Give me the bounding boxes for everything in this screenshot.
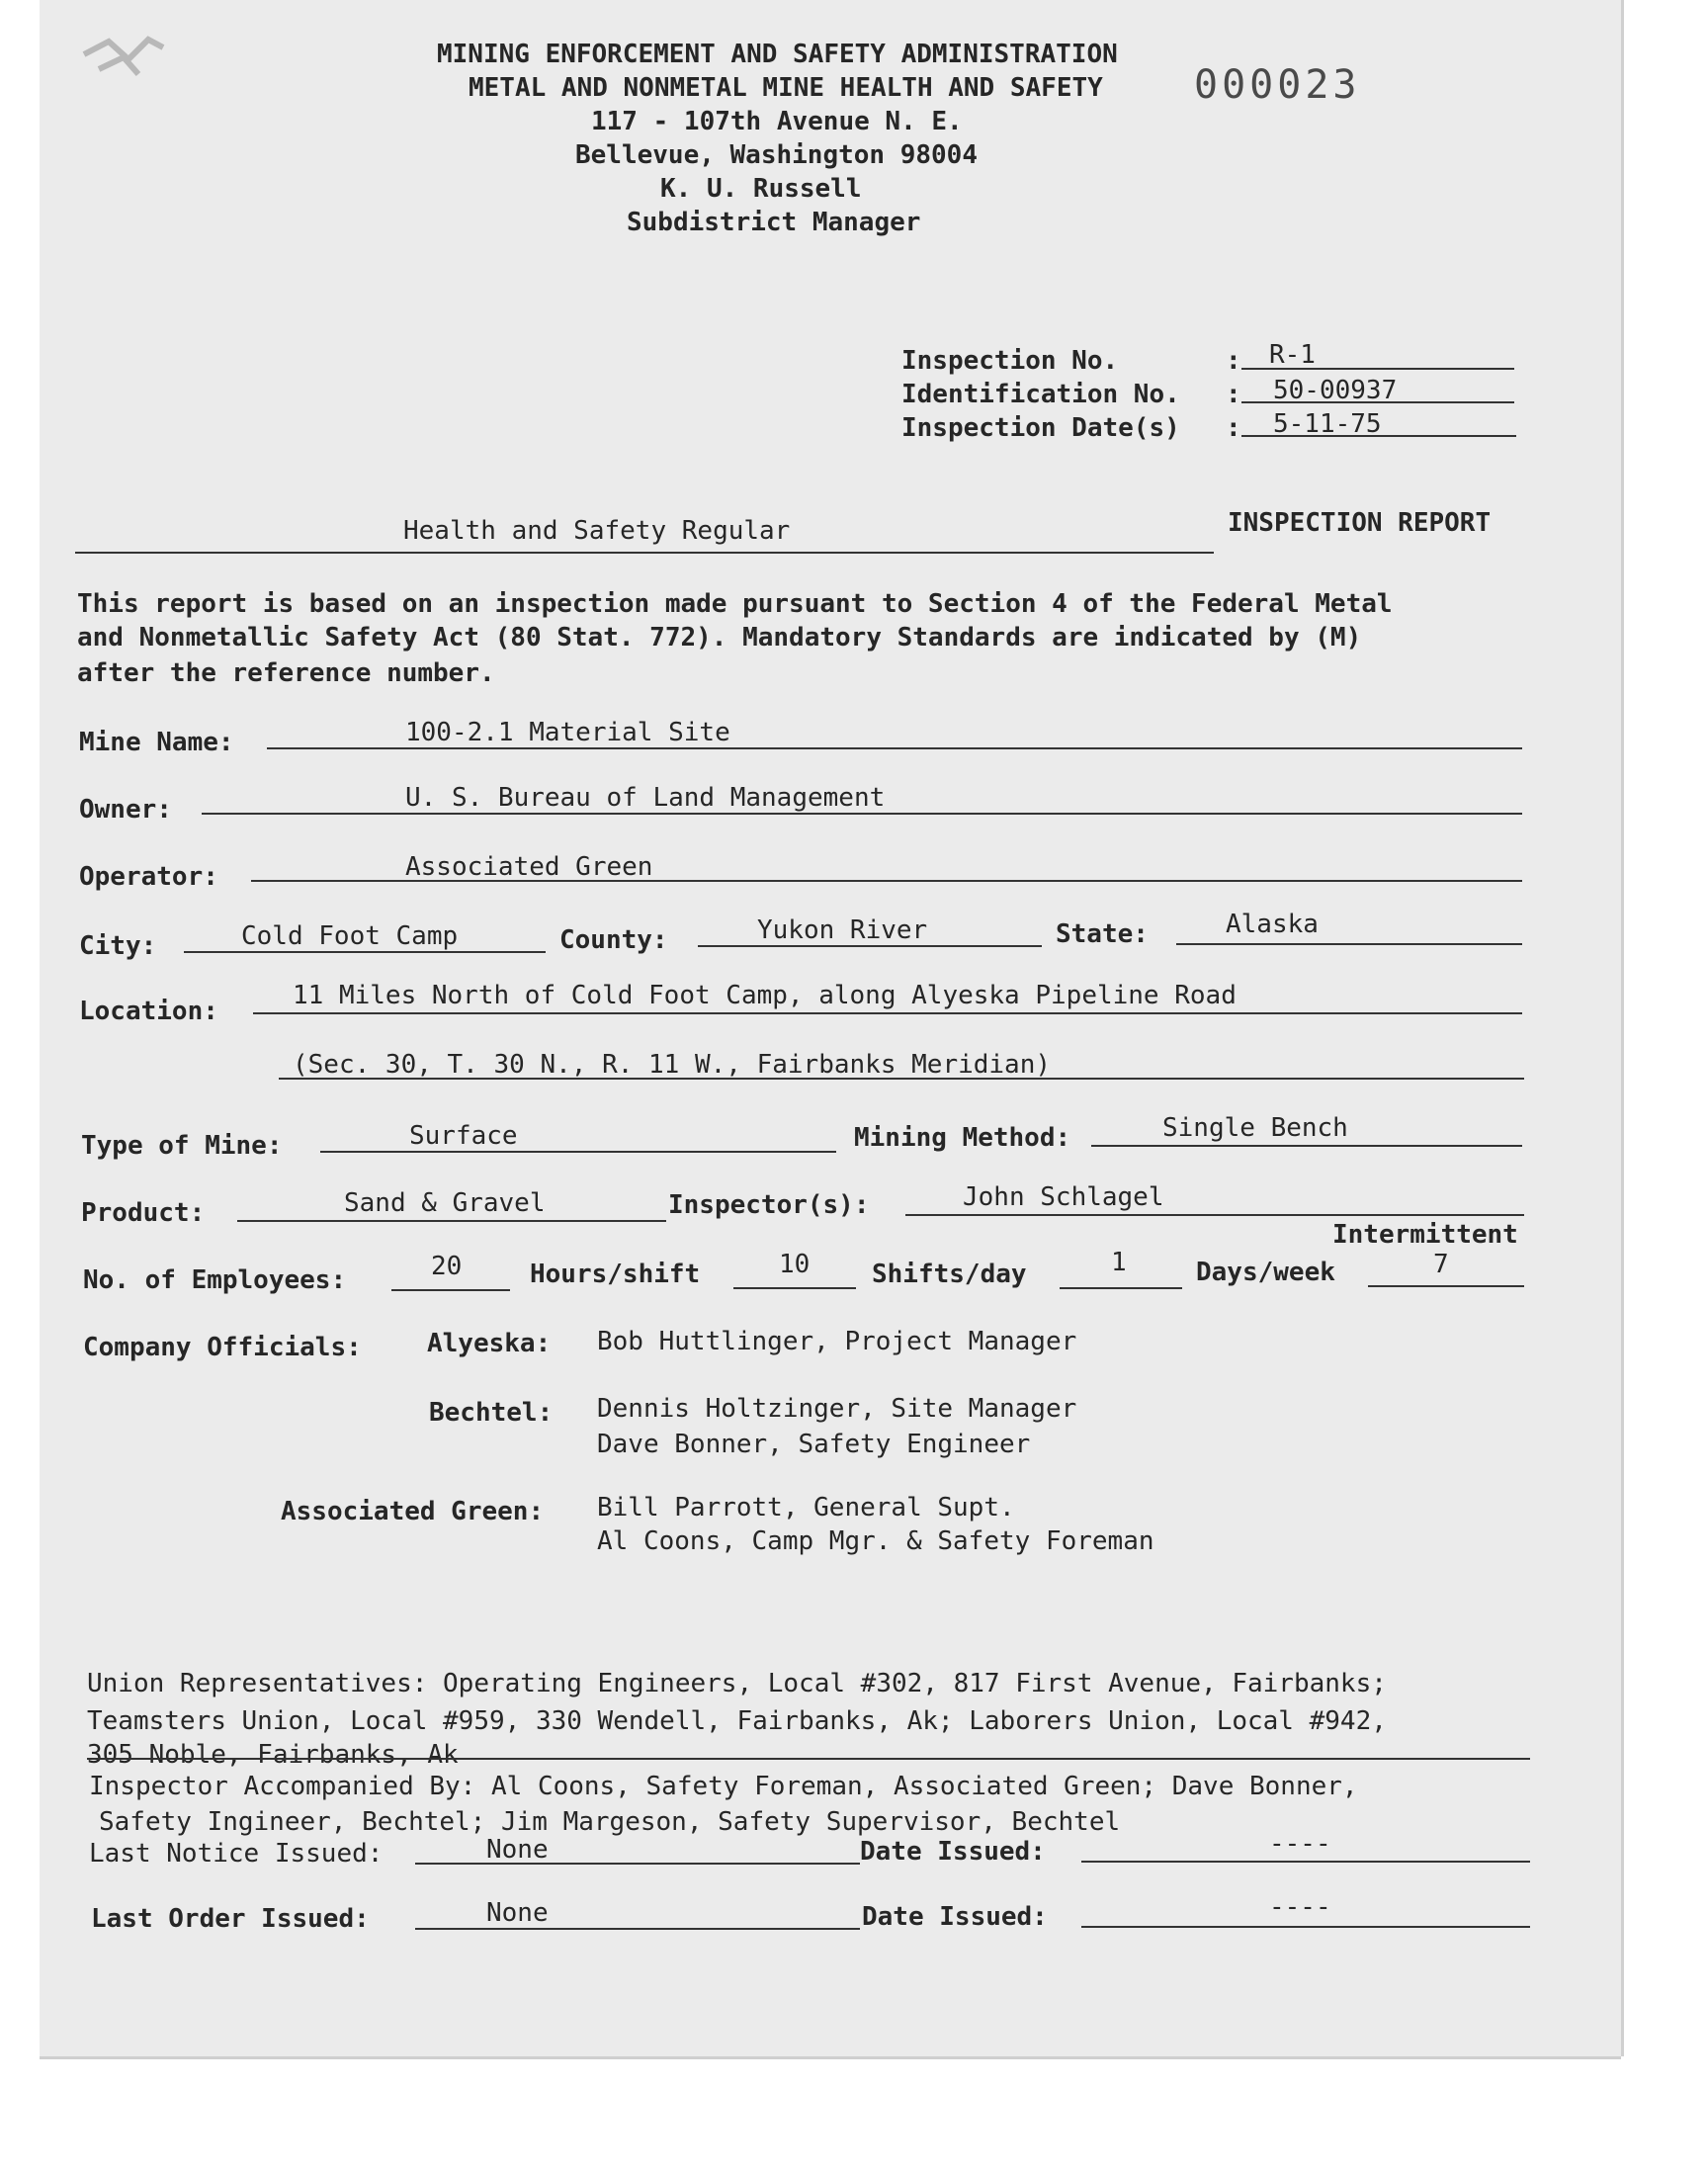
type-of-mine-label: Type of Mine: <box>81 1131 283 1161</box>
mining-method-line <box>1091 1145 1522 1147</box>
location-label: Location: <box>79 997 218 1026</box>
report-type-line <box>75 552 1214 554</box>
product-line <box>237 1220 666 1222</box>
notice-date-line <box>1081 1861 1530 1863</box>
operator-value: Associated Green <box>405 852 653 882</box>
officials-label: Company Officials: <box>83 1333 362 1362</box>
inspection-no-value: R-1 <box>1269 340 1316 370</box>
days-note: Intermittent <box>1332 1220 1518 1250</box>
inspection-date-colon: : <box>1226 413 1241 443</box>
type-of-mine-value: Surface <box>409 1121 518 1151</box>
location-value-2: (Sec. 30, T. 30 N., R. 11 W., Fairbanks Meridian) <box>293 1050 1052 1080</box>
intro-line-3: after the reference number. <box>77 658 495 688</box>
inspector-label: Inspector(s): <box>668 1190 870 1220</box>
officials-alyeska-1: Bob Huttlinger, Project Manager <box>597 1327 1077 1356</box>
last-order-value: None <box>486 1898 549 1928</box>
identification-no-label: Identification No. <box>901 380 1180 409</box>
report-title: INSPECTION REPORT <box>1228 508 1492 538</box>
shifts-value: 1 <box>1111 1248 1127 1277</box>
officials-green-1: Bill Parrott, General Supt. <box>597 1493 1015 1522</box>
inspection-no-line <box>1241 368 1514 370</box>
officials-green-2: Al Coons, Camp Mgr. & Safety Foreman <box>597 1526 1154 1556</box>
operator-line <box>251 880 1522 882</box>
hours-line <box>733 1287 856 1289</box>
shifts-line <box>1060 1287 1182 1289</box>
intro-line-2: and Nonmetallic Safety Act (80 Stat. 772). Mandatory Standards are indicated by (M) <box>77 623 1362 652</box>
product-label: Product: <box>81 1198 206 1228</box>
owner-label: Owner: <box>79 795 172 825</box>
officials-alyeska-label: Alyeska: <box>427 1329 552 1358</box>
last-notice-line <box>415 1863 860 1865</box>
accompanied-line-2: Safety Ingineer, Bechtel; Jim Margeson, Safety Supervisor, Bechtel <box>99 1807 1121 1837</box>
report-type-value: Health and Safety Regular <box>403 516 791 546</box>
order-date-label: Date Issued: <box>862 1902 1048 1932</box>
inspection-date-value: 5-11-75 <box>1273 409 1382 439</box>
days-label: Days/week <box>1196 1258 1335 1287</box>
mining-method-value: Single Bench <box>1162 1113 1348 1143</box>
city-value: Cold Foot Camp <box>241 921 459 951</box>
identification-no-line <box>1241 401 1514 403</box>
employees-value: 20 <box>431 1252 463 1281</box>
notice-date-label: Date Issued: <box>860 1837 1046 1867</box>
header-city: Bellevue, Washington 98004 <box>575 140 978 170</box>
days-line <box>1368 1285 1524 1287</box>
order-date-line <box>1081 1926 1530 1928</box>
location-line-2 <box>279 1078 1524 1080</box>
days-value: 7 <box>1433 1250 1449 1279</box>
officials-bechtel-label: Bechtel: <box>429 1398 554 1428</box>
employees-line <box>391 1289 510 1291</box>
operator-label: Operator: <box>79 862 218 892</box>
city-line <box>184 951 546 953</box>
shifts-label: Shifts/day <box>872 1260 1027 1289</box>
mine-name-line <box>267 747 1522 749</box>
inspection-no-label: Inspection No. <box>901 346 1119 376</box>
last-notice-value: None <box>486 1835 549 1865</box>
union-line-3: 305 Noble, Fairbanks, Ak <box>87 1740 459 1770</box>
officials-bechtel-1: Dennis Holtzinger, Site Manager <box>597 1394 1077 1424</box>
county-value: Yukon River <box>757 915 928 945</box>
state-line <box>1176 943 1522 945</box>
inspector-value: John Schlagel <box>963 1182 1164 1212</box>
header-manager-title: Subdistrict Manager <box>627 208 921 237</box>
header-agency: MINING ENFORCEMENT AND SAFETY ADMINISTRATION <box>437 40 1118 69</box>
state-value: Alaska <box>1226 910 1319 939</box>
inspection-no-colon: : <box>1226 346 1241 376</box>
union-line <box>87 1758 1530 1760</box>
identification-no-value: 50-00937 <box>1273 376 1398 405</box>
product-value: Sand & Gravel <box>344 1188 546 1218</box>
city-label: City: <box>79 931 157 961</box>
mining-method-label: Mining Method: <box>854 1123 1071 1153</box>
last-order-label: Last Order Issued: <box>91 1904 370 1934</box>
union-line-2: Teamsters Union, Local #959, 330 Wendell, Fairbanks, Ak; Laborers Union, Local #942, <box>87 1706 1387 1736</box>
inspection-date-label: Inspection Date(s) <box>901 413 1180 443</box>
location-value-1: 11 Miles North of Cold Foot Camp, along Alyeska Pipeline Road <box>293 981 1237 1010</box>
header-manager-name: K. U. Russell <box>660 174 862 204</box>
mine-name-value: 100-2.1 Material Site <box>405 718 730 747</box>
hours-label: Hours/shift <box>530 1260 701 1289</box>
accompanied-line-1: Inspector Accompanied By: Al Coons, Safety Foreman, Associated Green; Dave Bonner, <box>89 1772 1358 1801</box>
inspector-line <box>905 1214 1524 1216</box>
employees-label: No. of Employees: <box>83 1265 347 1295</box>
stamp-number: 000023 <box>1194 62 1361 108</box>
last-order-line <box>415 1928 860 1930</box>
intro-line-1: This report is based on an inspection made pursuant to Section 4 of the Federal Metal <box>77 589 1393 619</box>
type-of-mine-line <box>320 1151 836 1153</box>
notice-date-value: ---- <box>1269 1829 1331 1859</box>
last-notice-label: Last Notice Issued: <box>89 1839 384 1869</box>
owner-value: U. S. Bureau of Land Management <box>405 783 886 813</box>
county-label: County: <box>559 925 668 955</box>
officials-bechtel-2: Dave Bonner, Safety Engineer <box>597 1430 1031 1459</box>
state-label: State: <box>1056 919 1149 949</box>
inspection-date-line <box>1241 435 1516 437</box>
county-line <box>698 945 1042 947</box>
location-line-1 <box>253 1012 1522 1014</box>
owner-line <box>202 813 1522 815</box>
mine-name-label: Mine Name: <box>79 728 234 757</box>
order-date-value: ---- <box>1269 1892 1331 1922</box>
header-division: METAL AND NONMETAL MINE HEALTH AND SAFETY <box>469 73 1103 103</box>
identification-no-colon: : <box>1226 380 1241 409</box>
header-address: 117 - 107th Avenue N. E. <box>591 107 963 136</box>
smudge-mark <box>79 30 168 89</box>
hours-value: 10 <box>779 1250 811 1279</box>
officials-green-label: Associated Green: <box>281 1497 545 1526</box>
union-line-1: Union Representatives: Operating Engineers, Local #302, 817 First Avenue, Fairbanks; <box>87 1669 1387 1698</box>
